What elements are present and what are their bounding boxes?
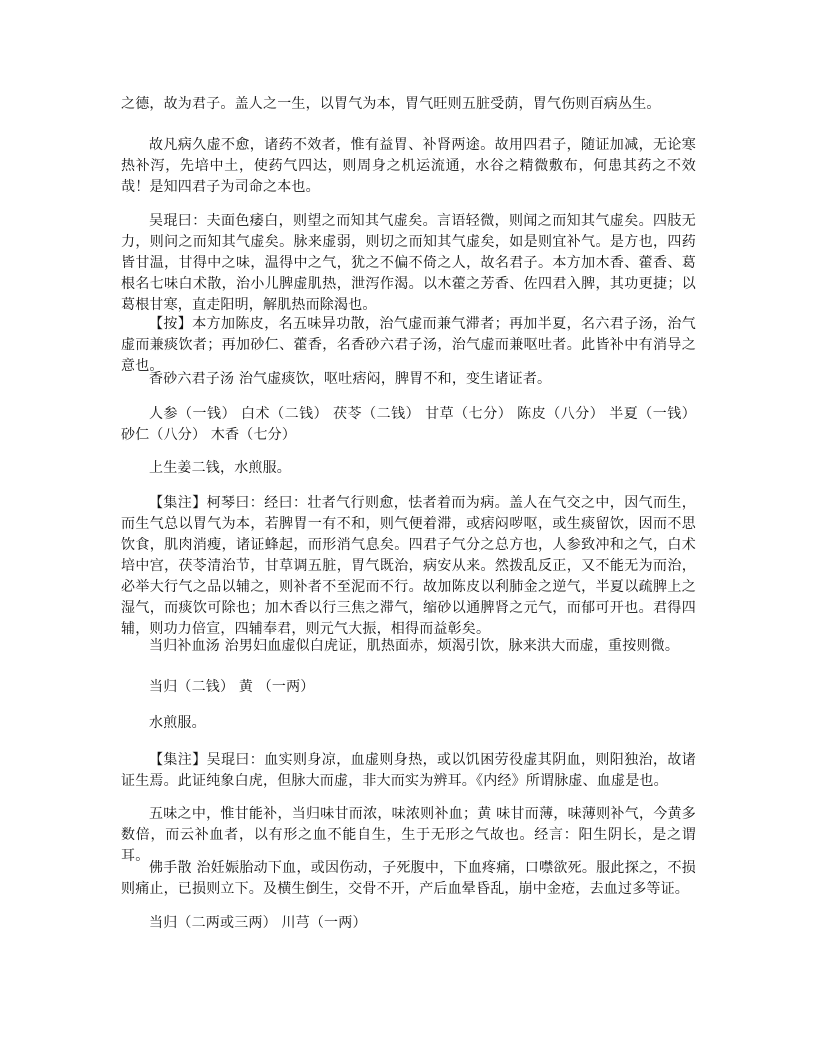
paragraph-7: 上生姜二钱，水煎服。 [149,460,291,476]
paragraph-2: 故凡病久虚不愈，诸药不效者，惟有益胃、补肾两途。故用四君子，随证加减，无论寒热补泻，先培中土，使药气四达，则周身之机运流通，水谷之精微敷布，何患其药之不效哉！是知四君子为司命之本也。 [121,137,696,195]
paragraph-9: 当归补血汤 治男妇血虚似白虎证，肌热面赤，烦渴引饮，脉来洪大而虚，重按则微。 [149,638,680,654]
paragraph-5: 香砂六君子汤 治气虚痰饮，呕吐痞闷，脾胃不和，变生诸证者。 [149,371,552,387]
paragraph-10: 当归（二钱） 黄 （一两） [149,679,315,695]
paragraph-14: 佛手散 治妊娠胎动下血，或因伤动，子死腹中，下血疼痛，口噤欲死。服此探之，不损则痛止，已损则立下。及横生倒生，交骨不开，产后血晕昏乱，崩中金疮，去血过多等证。 [121,860,696,897]
paragraph-15: 当归（二两或三两） 川芎（一两） [149,915,367,931]
paragraph-8: 【集注】柯琴曰：经曰：壮者气行则愈，怯者着而为病。盖人在气交之中，因气而生，而生气总以胃气为本，若脾胃一有不和，则气便着滞，或痞闷哕呕，或生痰留饮，因而不思饮食，肌肉消瘦，诸证蜂起，而形消气息矣。四君子气分之总方也，人参致冲和之气，白术培中宫，茯苓清治节，甘草调五脏，胃气既治，病安从来。然拨乱反正，又不能无为而治，必举大行气之品以辅之，则补者不至泥而不行。故加陈皮以利肺金之逆气，半夏以疏脾上之湿气，而痰饮可除也；加木香以行三焦之滞气，缩砂以通脾肾之元气，而郁可开也。君得四辅，则功力倍宣，四辅奉君，则元气大振，相得而益彰矣。 [121,495,696,637]
paragraph-11: 水煎服。 [149,715,206,731]
paragraph-13: 五味之中，惟甘能补，当归味甘而浓，味浓则补血；黄 味甘而薄，味薄则补气，今黄多数倍，而云补血者，以有形之血不能自生，生于无形之气故也。经言：阳生阴长，是之谓耳。 [121,806,696,864]
paragraph-6: 人参（一钱） 白术（二钱） 茯苓（二钱） 甘草（七分） 陈皮（八分） 半夏（一钱） 砂仁（八分） 木香（七分） [121,406,696,443]
paragraph-1: 之德，故为君子。盖人之一生，以胃气为本，胃气旺则五脏受荫，胃气伤则百病丛生。 [121,96,661,112]
paragraph-4: 【按】本方加陈皮，名五味异功散，治气虚而兼气滞者；再加半夏，名六君子汤，治气虚而兼痰饮者；再加砂仁、藿香，名香砂六君子汤，治气虚而兼呕吐者。此皆补中有消导之意也。 [121,316,696,374]
paragraph-3: 吴琨曰：夫面色痿白，则望之而知其气虚矣。言语轻微，则闻之而知其气虚矣。四肢无力，则问之而知其气虚矣。脉来虚弱，则切之而知其气虚矣，如是则宜补气。是方也，四药皆甘温，甘得中之味，温得中之气，犹之不偏不倚之人，故名君子。本方加木香、藿香、葛根名七味白术散，治小儿脾虚肌热，泄泻作渴。以木藿之芳香、佐四君入脾，其功更捷；以葛根甘寒，直走阳明，解肌热而除渴也。 [121,213,696,313]
paragraph-12: 【集注】吴琨曰：血实则身凉，血虚则身热，或以饥困劳役虚其阴血，则阳独治，故诸证生焉。此证纯象白虎，但脉大而虚，非大而实为辨耳。《内经》所谓脉虚、血虚是也。 [121,752,696,789]
